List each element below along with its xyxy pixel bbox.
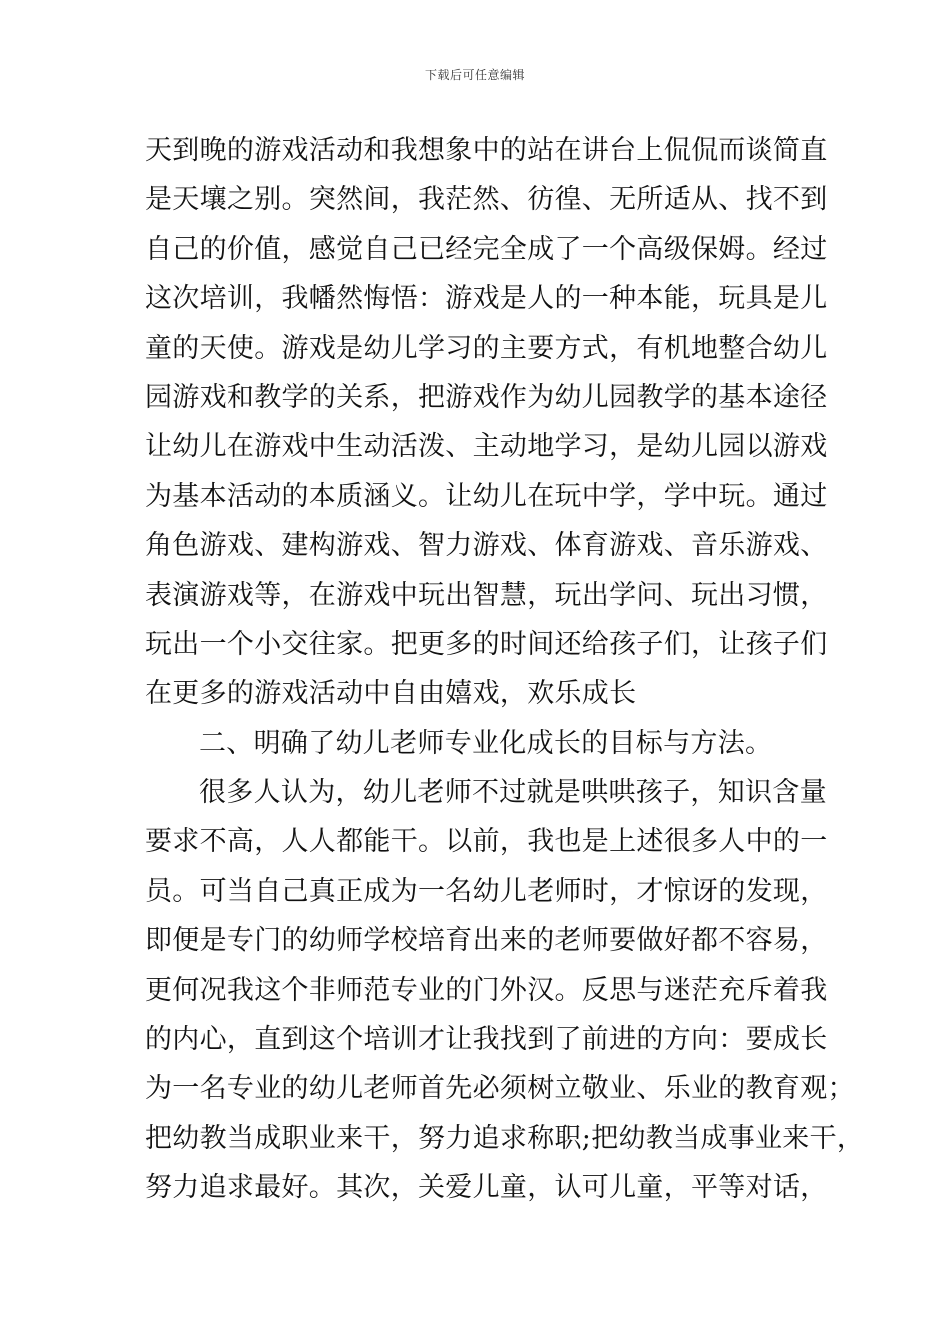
text-line-4: 这次培训，我幡然悔悟：游戏是人的一种本能，玩具是儿 xyxy=(145,283,828,315)
text-line-1: 天到晚的游戏活动和我想象中的站在讲台上侃侃而谈简直 xyxy=(145,135,828,166)
text-line-11: 玩出一个小交往家。把更多的时间还给孩子们，让孩子们 xyxy=(145,628,828,660)
text-line-20: 为一名专业的幼儿老师首先必须树立敬业、乐业的教育观； xyxy=(145,1073,855,1105)
text-line-9: 角色游戏、建构游戏、智力游戏、体育游戏、音乐游戏、 xyxy=(145,530,828,562)
text-line-6: 园游戏和教学的关系，把游戏作为幼儿园教学的基本途径 xyxy=(145,381,828,413)
text-line-2: 是天壤之别。突然间，我茫然、彷徨、无所适从、找不到 xyxy=(145,184,828,216)
text-line-7: 让幼儿在游戏中生动活泼、主动地学习，是幼儿园以游戏 xyxy=(145,431,828,463)
text-line-12: 在更多的游戏活动中自由嬉戏，欢乐成长 xyxy=(145,678,637,710)
text-line-15: 要求不高，人人都能干。以前，我也是上述很多人中的一 xyxy=(145,826,828,858)
section-heading: 二、明确了幼儿老师专业化成长的目标与方法。 xyxy=(199,727,773,759)
text-line-17: 即便是专门的幼师学校培育出来的老师要做好都不容易， xyxy=(145,925,828,957)
text-line-5: 童的天使。游戏是幼儿学习的主要方式，有机地整合幼儿 xyxy=(145,332,828,364)
text-line-19: 的内心，直到这个培训才让我找到了前进的方向：要成长 xyxy=(145,1024,828,1056)
text-line-21: 把幼教当成职业来干，努力追求称职;把幼教当成事业来干， xyxy=(145,1122,865,1154)
text-line-8: 为基本活动的本质涵义。让幼儿在玩中学，学中玩。通过 xyxy=(145,480,828,512)
text-line-22: 努力追求最好。其次，关爱儿童，认可儿童，平等对话， xyxy=(145,1172,828,1204)
text-line-18: 更何况我这个非师范专业的门外汉。反思与迷茫充斥着我 xyxy=(145,974,828,1006)
text-line-10: 表演游戏等，在游戏中玩出智慧，玩出学问、玩出习惯， xyxy=(145,579,828,611)
text-line-14: 很多人认为，幼儿老师不过就是哄哄孩子，知识含量 xyxy=(199,777,827,809)
text-line-3: 自己的价值，感觉自己已经完全成了一个高级保姆。经过 xyxy=(145,233,828,265)
document-body xyxy=(145,126,865,1213)
page-header: 下载后可任意编辑 xyxy=(424,68,525,82)
text-line-16: 员。可当自己真正成为一名幼儿老师时，才惊讶的发现， xyxy=(145,875,828,907)
